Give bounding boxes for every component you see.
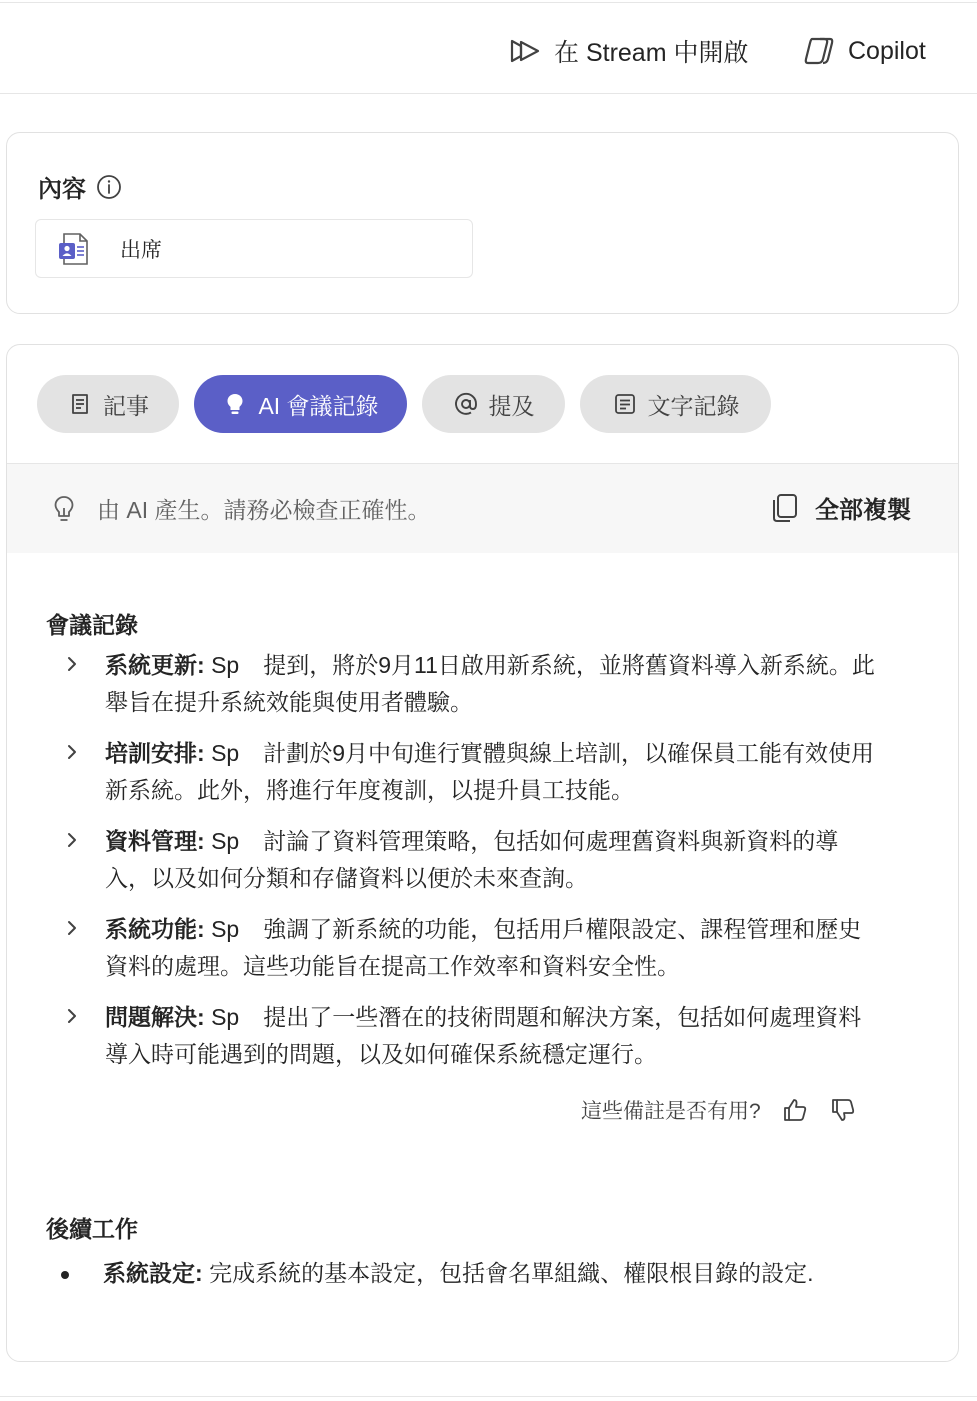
note-speaker: Sp: [211, 916, 240, 942]
note-item: [59, 999, 889, 1073]
chevron-right-icon[interactable]: [59, 915, 85, 941]
content-title: 內容: [38, 176, 86, 203]
thumbs-up-icon[interactable]: [781, 1096, 809, 1124]
attendance-report-icon: [56, 231, 92, 267]
note-text: [105, 647, 875, 721]
at-sign-icon: [453, 391, 479, 417]
attendance-file-chip[interactable]: [35, 219, 473, 278]
note-body: 提到，將於9月11日啟用新系統，並將舊資料導入新系統。此舉旨在提升系統效能與使用者體驗。: [105, 652, 875, 715]
open-in-stream-button[interactable]: [508, 31, 748, 71]
note-text: [105, 735, 875, 809]
meeting-notes-heading: 會議記錄: [46, 612, 138, 638]
follow-up-item: [61, 1255, 891, 1292]
ai-disclaimer: [49, 492, 431, 525]
note-item: [59, 735, 889, 809]
note-body: 討論了資料管理策略，包括如何處理舊資料與新資料的導入，以及如何分類和存儲資料以便於未來查詢。: [105, 828, 839, 891]
note-item: [59, 911, 889, 985]
follow-up-text: [103, 1255, 863, 1292]
copilot-button[interactable]: [802, 31, 926, 71]
chevron-right-icon[interactable]: [59, 651, 85, 677]
note-speaker: Sp: [211, 652, 240, 678]
tab-mentions-label: 提及: [488, 392, 535, 419]
chevron-right-icon[interactable]: [59, 827, 85, 853]
content-card: [6, 132, 959, 314]
tab-notes[interactable]: [37, 375, 179, 433]
notes-icon: [67, 391, 93, 417]
copilot-label: Copilot: [848, 36, 926, 65]
note-speaker: Sp: [211, 828, 240, 854]
tab-bar: [37, 375, 786, 433]
tab-mentions[interactable]: [422, 375, 565, 433]
chevron-right-icon[interactable]: [59, 739, 85, 765]
note-item: [59, 647, 889, 721]
note-text: [105, 823, 875, 897]
attendance-file-name: 出席: [120, 238, 162, 262]
tab-transcript-label: 文字記錄: [647, 392, 740, 419]
note-body: 強調了新系統的功能，包括用戶權限設定、課程管理和歷史資料的處理。這些功能旨在提高工作效率和資料安全性。: [105, 916, 862, 979]
open-in-stream-label: 在 Stream 中開啟: [554, 39, 749, 67]
bottom-divider: [0, 1396, 977, 1397]
thumbs-down-icon[interactable]: [829, 1096, 857, 1124]
note-item: [59, 823, 889, 897]
chevron-right-icon[interactable]: [59, 1003, 85, 1029]
note-body: 計劃於9月中旬進行實體與線上培訓，以確保員工能有效使用新系統。此外，將進行年度複訓，以提升員工技能。: [105, 740, 874, 803]
tab-notes-label: 記事: [103, 392, 149, 419]
feedback-question: 這些備註是否有用?: [581, 1100, 761, 1123]
tab-transcript[interactable]: [580, 375, 771, 433]
copy-icon: [771, 492, 799, 524]
content-title-row: [38, 169, 122, 204]
tab-ai-notes[interactable]: [194, 375, 407, 433]
transcript-icon: [612, 391, 638, 417]
top-bar: [0, 2, 977, 94]
stream-play-icon: [508, 34, 542, 68]
ai-disclaimer-banner: [7, 463, 959, 553]
note-topic: 資料管理:: [105, 828, 205, 854]
note-topic: 系統功能:: [105, 916, 205, 942]
info-icon[interactable]: [96, 174, 122, 200]
copilot-icon: [802, 34, 836, 68]
feedback-row: [581, 1095, 857, 1125]
lightbulb-outline-icon: [49, 494, 79, 524]
tab-ai-notes-label: AI 會議記錄: [258, 392, 379, 419]
note-text: [105, 911, 875, 985]
follow-up-topic: 系統設定:: [103, 1260, 203, 1286]
note-topic: 問題解決:: [105, 1004, 205, 1030]
copy-all-button[interactable]: [771, 490, 911, 525]
note-topic: 系統更新:: [105, 652, 205, 678]
lightbulb-icon: [222, 391, 248, 417]
note-speaker: Sp: [211, 740, 240, 766]
note-body: 提出了一些潛在的技術問題和解決方案，包括如何處理資料導入時可能遇到的問題，以及如何確保系統穩定運行。: [105, 1004, 862, 1067]
meeting-notes-card: [6, 344, 959, 1362]
ai-disclaimer-text: 由 AI 產生。請務必檢查正確性。: [97, 497, 431, 523]
follow-up-heading: 後續工作: [46, 1216, 138, 1242]
note-speaker: Sp: [211, 1004, 240, 1030]
note-text: [105, 999, 875, 1073]
copy-all-label: 全部複製: [815, 497, 911, 524]
note-topic: 培訓安排:: [105, 740, 205, 766]
bullet-dot: [61, 1271, 69, 1279]
follow-up-body: 完成系統的基本設定，包括會名單組織、權限根目錄的設定.: [209, 1260, 814, 1286]
